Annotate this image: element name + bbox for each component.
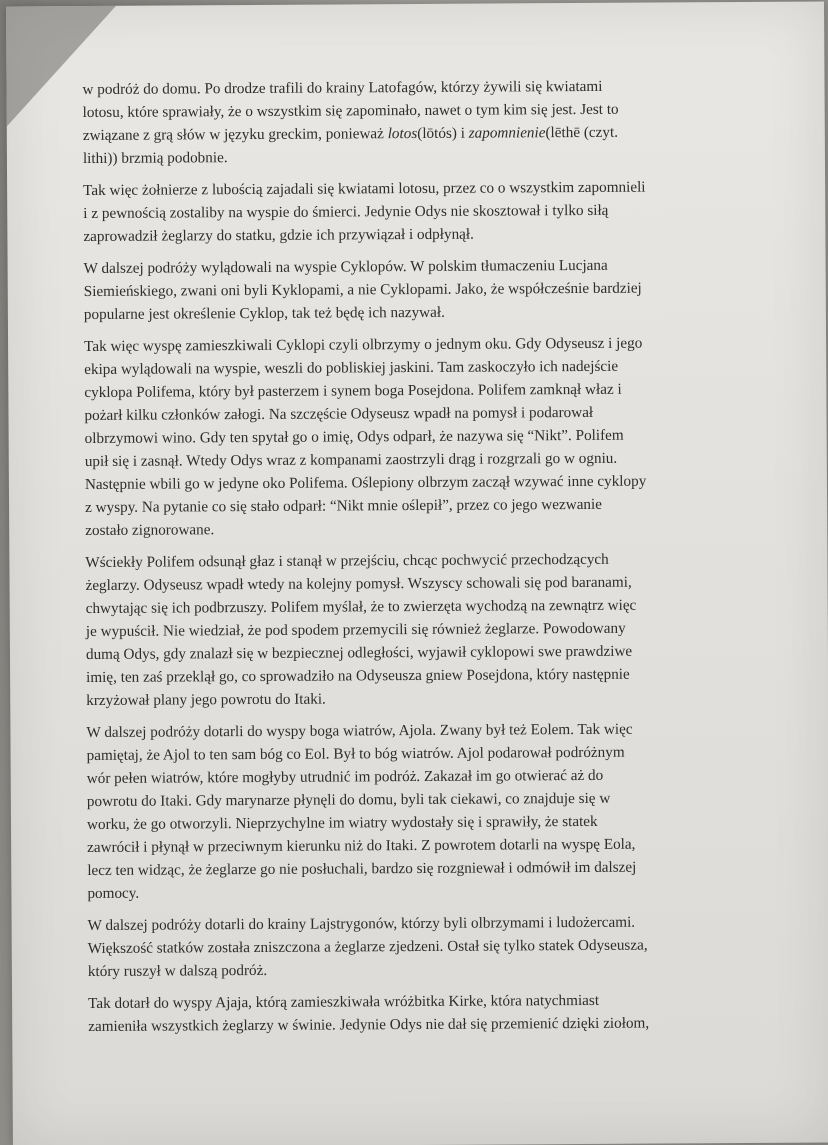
text-line: lotosu, które sprawiały, że o wszystkim się zapominało, nawet o tym kim się jest. Jest to — [82, 100, 619, 122]
paragraph-4 — [84, 331, 775, 542]
text-line: W dalszej podróży wylądowali na wyspie Cyklopów. W polskim tłumaczeniu Lucjana — [83, 256, 608, 278]
text-line: cyklopa Polifema, który był pasterzem i synem boga Posejdona. Polifem zamknął właz i — [84, 380, 622, 402]
paragraph-3 — [84, 253, 774, 326]
text-line: żeglarzy. Odyseusz wpadł wtedy na kolejny pomysł. Wszyscy schowali się pod baranami, — [85, 573, 632, 595]
paragraph-1 — [82, 74, 773, 170]
paragraph-2 — [83, 175, 773, 248]
text-line: związane z grą słów w języku greckim, ponieważ lotos(lōtós) i zapomnienie(lēthē (czyt. — [82, 123, 619, 145]
text-line: ekipa wylądowali na wyspie, weszli do pobliskiej jaskini. Tam zaskoczyło ich nadejście — [84, 357, 619, 379]
text-line: Tak więc wyspę zamieszkiwali Cyklopi czyli olbrzymy o jednym oku. Gdy Odyseusz i jego — [84, 334, 643, 356]
text-line: lecz ten widząc, że żeglarze go nie posłuchali, bardzo się rozgniewał i odmówił im dalszej — [87, 858, 637, 880]
text-line: krzyżował plany jego powrotu do Itaki. — [86, 690, 326, 710]
text-line: wór pełen wiatrów, które mogłyby utrudnić im podróż. Zakazał im go otwierać aż do — [86, 766, 604, 788]
text-line: Większość statków została zniszczona a żeglarze zjedzeni. Ostał się tylko statek Odyseusza, — [87, 936, 648, 958]
text-line: chwytając się ich podbrzuszy. Polifem myślał, że to zwierzęta wychodzą na zewnątrz więc — [85, 596, 637, 618]
paragraph-8 — [88, 988, 778, 1038]
text-line: który ruszył w dalszą podróż. — [87, 961, 268, 981]
text-line: i z pewnością zostaliby na wyspie do śmierci. Jedynie Odys nie skosztował i tylko siłą — [83, 201, 609, 223]
text-line: Tak więc żołnierze z lubością zajadali się kwiatami lotosu, przez co o wszystkim zapomnieli — [83, 178, 646, 200]
text-line: pożarł kilku członków załogi. Na szczęście Odyseusz wpadł na pomysł i podarował — [84, 403, 594, 425]
text-line: pamiętaj, że Ajol to ten sam bóg co Eol. Był to bóg wiatrów. Ajol podarował podróżnym — [86, 743, 625, 765]
text-line: powrotu do Itaki. Gdy marynarze płynęli do domu, byli tak ciekawi, co znajduje się w — [86, 789, 611, 811]
paragraph-7 — [88, 910, 778, 983]
text-line: zostało zignorowane. — [85, 521, 215, 540]
text-line: worku, że go otworzyli. Nieprzychylne im wiatry wydostały się i sprawiły, że statek — [86, 812, 598, 834]
text-line: olbrzymowi wino. Gdy ten spytał go o imię, Odys odparł, że nazywa się “Nikt”. Polifem — [84, 426, 624, 448]
text-line: dumą Odys, gdy znalazł się w bezpiecznej odległości, wyjawił cyklopowi swe prawdziwe — [85, 642, 633, 664]
text-line: lithi)) brzmią podobnie. — [82, 149, 228, 168]
text-line: popularne jest określenie Cyklop, tak też będę ich nazywał. — [83, 303, 445, 324]
page-text — [82, 74, 778, 1047]
text-line: zaprowadził żeglarzy do statku, gdzie ich przywiązał i odpłynął. — [83, 225, 474, 246]
text-line: Następnie wbili go w jedyne oko Polifema. Oślepiony olbrzym zaczął wzywać inne cyklopy — [84, 472, 647, 494]
text-line: upił się i zasnął. Wtedy Odys wraz z kompanami zaostrzyli drąg i rozgrzali go w ogniu. — [84, 449, 618, 471]
text-line: W dalszej podróży dotarli do krainy Lajstrygonów, którzy byli olbrzymami i ludożercami. — [87, 913, 636, 935]
book-page — [6, 2, 828, 1145]
text-line: imię, ten zaś przeklął go, co sprowadziło na Odyseusza gniew Posejdona, który następnie — [86, 665, 630, 687]
text-line: W dalszej podróży dotarli do wyspy boga wiatrów, Ajola. Zwany był też Eolem. Tak więc — [86, 720, 633, 742]
text-line: Wściekły Polifem odsunął głaz i stanął w przejściu, chcąc pochwycić przechodzących — [85, 550, 609, 572]
paragraph-6 — [86, 717, 777, 905]
paragraph-5 — [85, 547, 776, 712]
text-line: je wypuścił. Nie wiedział, że pod spodem przemycili się również żeglarze. Powodowany — [85, 619, 626, 641]
text-line: w podróż do domu. Po drodze trafili do krainy Latofagów, którzy żywili się kwiatami — [82, 77, 603, 99]
text-line: Tak dotarł do wyspy Ajaja, którą zamieszkiwała wróżbitka Kirke, która natychmiast — [88, 991, 600, 1013]
text-line: z wyspy. Na pytanie co się stało odparł: “Nikt mnie oślepił”, przez co jego wezwanie — [85, 495, 603, 517]
text-line: pomocy. — [87, 884, 140, 903]
text-line: zamieniła wszystkich żeglarzy w świnie. Jedynie Odys nie dał się przemienić dzięki ziołom, — [88, 1014, 650, 1036]
text-line: Siemieńskiego, zwani oni byli Kyklopami, a nie Cyklopami. Jako, że współcześnie bardziej — [83, 279, 642, 301]
text-line: zawrócił i płynął w przeciwnym kierunku niż do Itaki. Z powrotem dotarli na wyspę Eola, — [87, 835, 636, 857]
